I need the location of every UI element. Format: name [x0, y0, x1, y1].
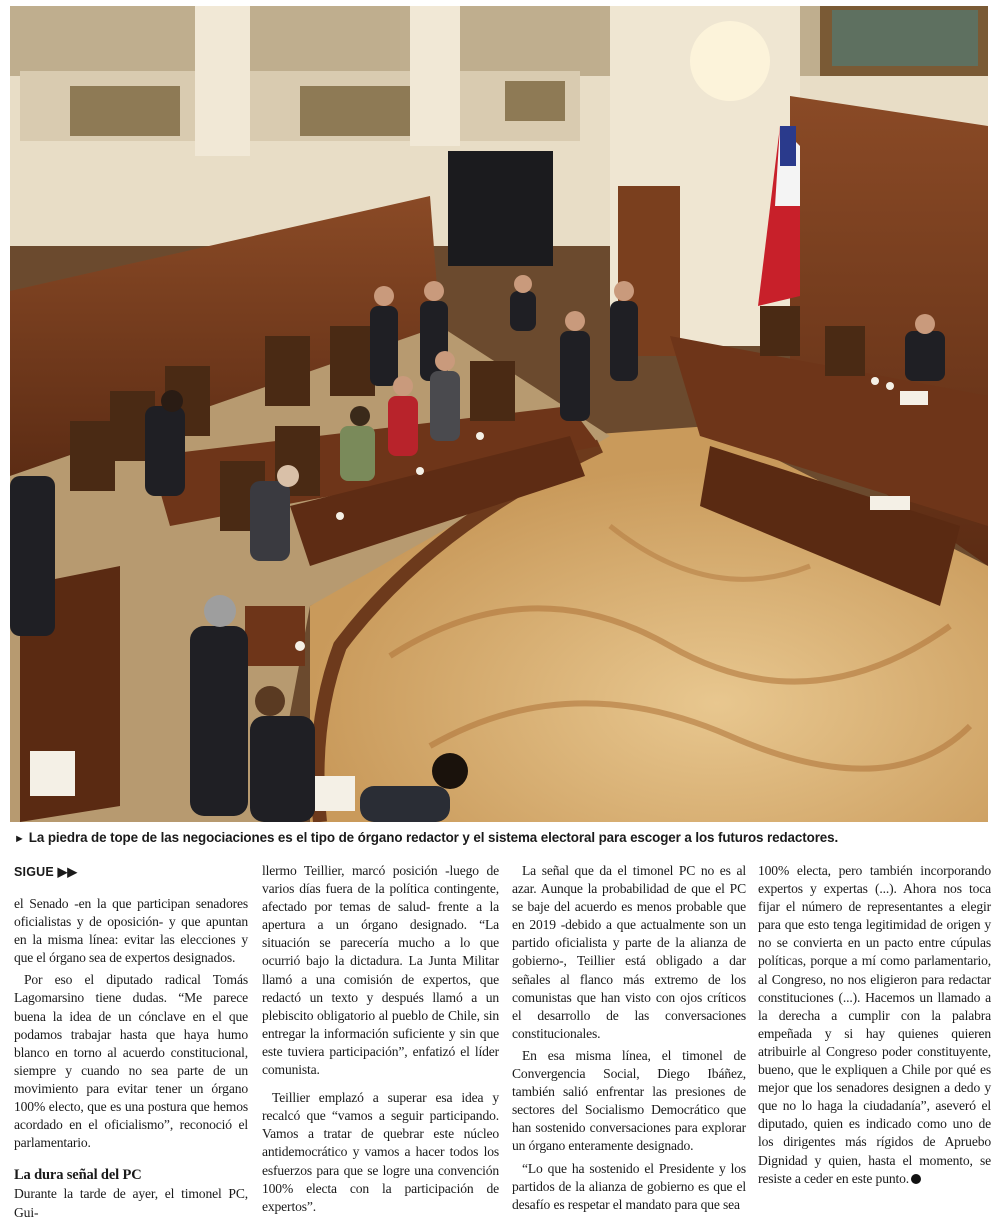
col3-paragraph-1: La señal que da el timonel PC no es al azar. Aunque la probabilidad de que el PC se baje del acuerdo es menos probable que en 2019 -debido a que actualmente son un partido oficialista y parte de la alianza de gobierno-, Teillier está obligado a dar señales al flanco más extremo de los comunistas que han visto con ojos críticos el desarrollo de las conversaciones constitucionales.	[512, 863, 746, 1041]
article-column-2	[262, 862, 499, 1220]
end-mark-icon	[911, 1174, 921, 1184]
col1-paragraph-3: Durante la tarde de ayer, el timonel PC, Gui-	[14, 1186, 248, 1220]
article-column-1	[14, 895, 248, 1226]
chamber-photo	[10, 6, 988, 822]
caption-text: La piedra de tope de las negociaciones es el tipo de órgano redactor y el sistema electoral para escoger a los futuros redactores.	[28, 830, 839, 845]
article-column-4	[758, 862, 991, 1192]
col2-paragraph-1: llermo Teillier, marcó posición -luego de varios días fuera de la política contingente, afectado por temas de salud- frente a la apertura a un órgano designado. “La situación se parecería mucho a lo que ocurrió bajo la dictadura. La Junta Militar llamó a una comisión de expertos, que redactó un texto y después llamó a un plebiscito obligatorio al pueblo de Chile, sin entregar la información suficiente y sin que este tuviera participación”, enfatizó el líder comunista.	[262, 863, 499, 1078]
col1-paragraph-2: Por eso el diputado radical Tomás Lagomarsino tiene dudas. “Me parece buena la idea de un cónclave en el que podamos trabajar hasta que haya humo blanco en torno al acuerdo constitucional, siempre y cuando no sea parte de un movimiento para evitar tener un órgano 100% electo, que es una postura que hemos acordado en el oficialismo”, reconoció el parlamentario.	[14, 972, 248, 1151]
photo-caption	[14, 830, 989, 845]
caption-arrow-icon: ►	[14, 833, 25, 845]
col3-paragraph-2: En esa misma línea, el timonel de Convergencia Social, Diego Ibáñez, también salió enfrentar las presiones de sectores del Socialismo Democrático que han sostenido conversaciones para explorar un órgano enteramente designado.	[512, 1047, 746, 1154]
col2-paragraph-2: Teillier emplazó a superar esa idea y recalcó que “vamos a seguir participando. Vamos a tratar de quebrar este núcleo antidemocrático y vamos a hacer todos los esfuerzos para que se logre una convención 100% electa con la participación de expertos”.	[262, 1090, 499, 1214]
col4-paragraph-1: 100% electa, pero también incorporando expertos y expertas (...). Ahora nos toca fijar el número de representantes a elegir para que esto tenga legitimidad de origen y no se convierta en un pacto entre cúpulas políticas, porque a mí como parlamentario, al Congreso, no nos eligieron para redactar constituciones (...). Hacemos un llamado a la derecha a cumplir con la palabra empeñada y si hay quienes quieren atribuirle al Congreso poder constituyente, bueno, que le expliquen a Chile por qué es mejor que los senadores designen a dedo y que no lo haga la ciudadanía”, aseveró el diputado, quien es indicado como uno de los dirigentes más rígidos de Apruebo Dignidad y quien, hasta el momento, se resiste a ceder en este punto.	[758, 863, 991, 1186]
subheading: La dura señal del PC	[14, 1167, 142, 1184]
col3-paragraph-3: “Lo que ha sostenido el Presidente y los partidos de la alianza de gobierno es que el desafío es respetar el mandato para que sea	[512, 1160, 746, 1212]
article-column-3	[512, 862, 746, 1218]
col1-paragraph-1: el Senado -en la que participan senadores oficialistas y de oposición- y que apuntan en la misma línea: evitar las elecciones y que el órgano sea de expertos designados.	[14, 896, 248, 966]
continued-label: SIGUE ▶▶	[14, 865, 78, 879]
